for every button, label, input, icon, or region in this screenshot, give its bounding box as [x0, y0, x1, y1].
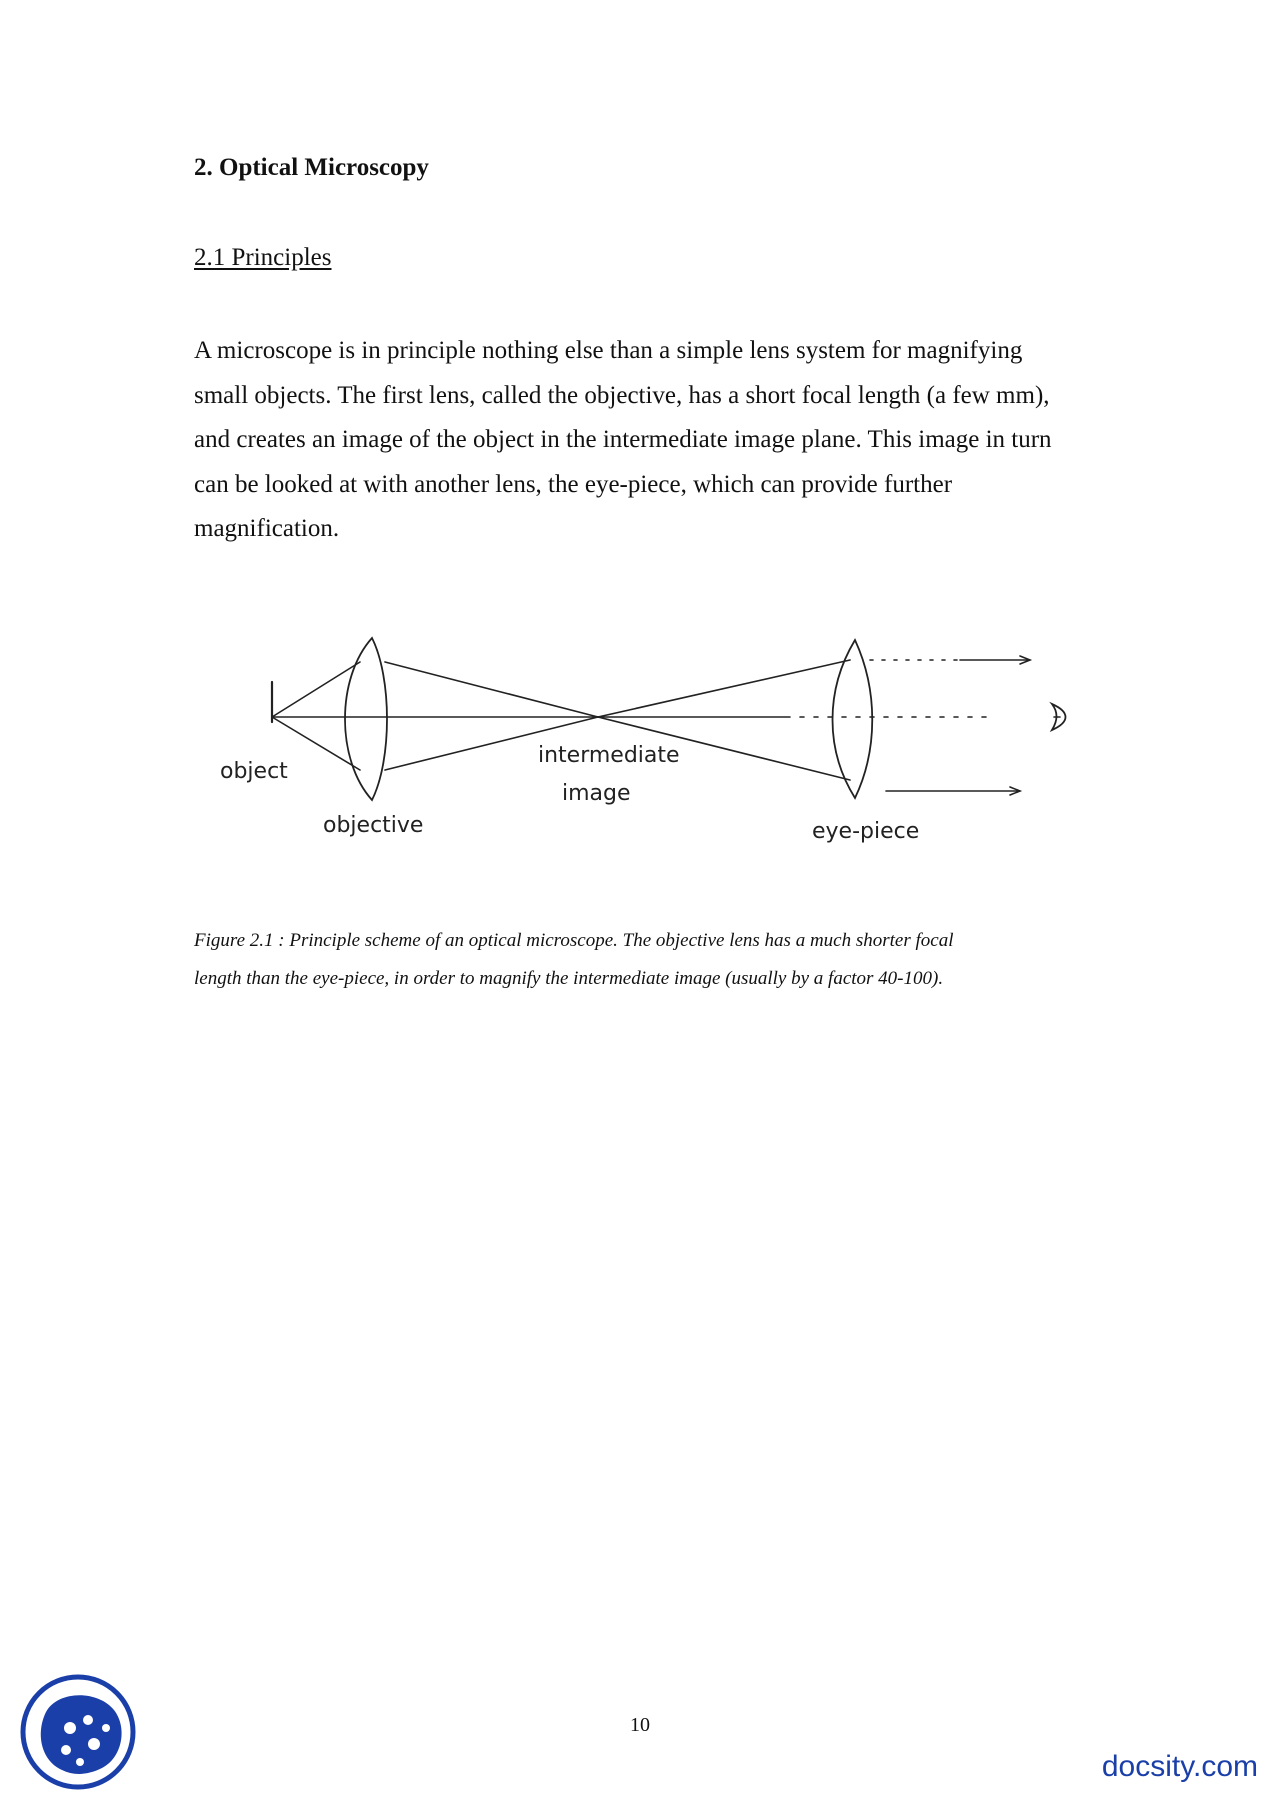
- docsity-logo-icon: [18, 1672, 138, 1792]
- objective-lens: [345, 638, 387, 800]
- subsection-title: 2.1 Principles: [194, 244, 332, 271]
- paragraph-line: can be looked at with another lens, the eye-piece, which can provide further: [194, 470, 953, 498]
- section-title: 2. Optical Microscopy: [194, 154, 429, 181]
- figure-caption: [194, 922, 1094, 998]
- caption-line: length than the eye-piece, in order to magnify the intermediate image (usually by a factor 40-100).: [194, 968, 944, 989]
- ray-object-upper: [272, 662, 360, 717]
- caption-line: Figure 2.1 : Principle scheme of an optical microscope. The objective lens has a much shorter focal: [194, 930, 954, 951]
- paragraph-line: small objects. The first lens, called the objective, has a short focal length (a few mm),: [194, 381, 1050, 409]
- label-intermediate-line2: image: [562, 781, 631, 806]
- eyepiece-lens: [833, 640, 873, 798]
- paragraph-line: and creates an image of the object in the intermediate image plane. This image in turn: [194, 426, 1052, 453]
- body-paragraph: [194, 329, 1094, 552]
- ray-objective-upper: [385, 662, 598, 717]
- paragraph-line: magnification.: [194, 515, 340, 542]
- page-number: 10: [630, 1714, 650, 1736]
- label-object: object: [220, 759, 288, 784]
- ray-intermediate-upper: [598, 660, 850, 717]
- docsity-brand-text[interactable]: docsity.com: [1101, 1750, 1258, 1783]
- microscope-diagram: [200, 620, 1100, 870]
- paragraph-line: A microscope is in principle nothing else than a simple lens system for magnifying: [194, 337, 1023, 364]
- label-intermediate-line1: intermediate: [538, 743, 680, 768]
- label-eyepiece: eye-piece: [812, 819, 920, 844]
- label-objective: objective: [323, 813, 424, 838]
